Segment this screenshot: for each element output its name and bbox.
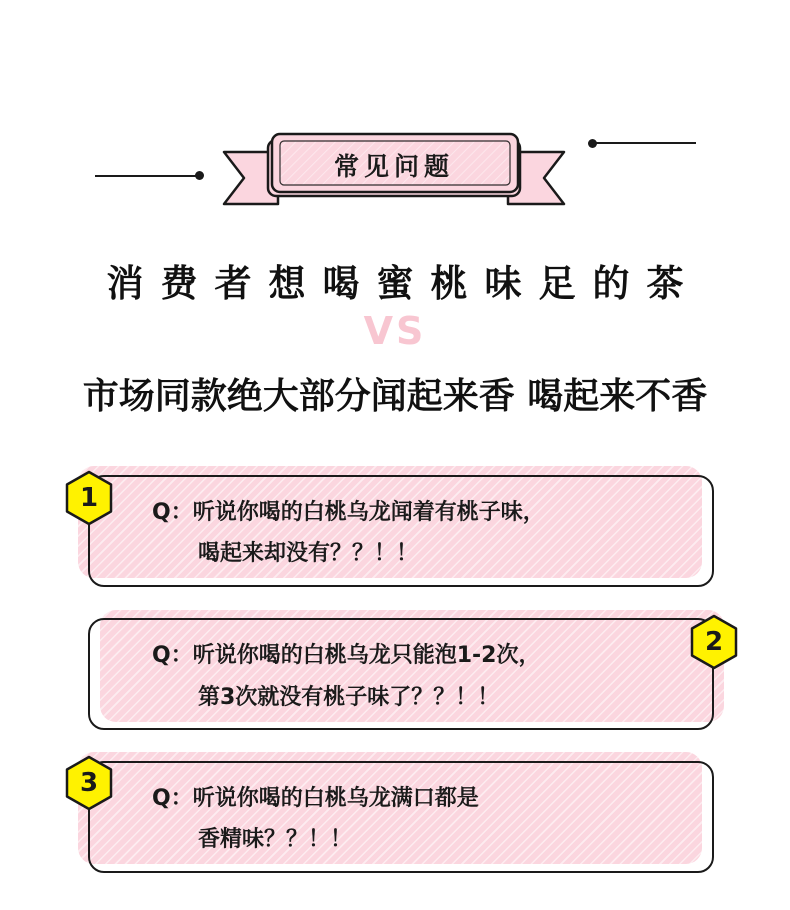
question-1-line-1: Q：听说你喝的白桃乌龙闻着有桃子味， xyxy=(152,500,545,525)
left-deco-line xyxy=(95,175,199,177)
number-badge-1 xyxy=(64,470,114,526)
left-deco-dot xyxy=(195,171,204,180)
question-card-1 xyxy=(88,475,714,587)
question-card-3 xyxy=(88,761,714,873)
question-3-line-1: Q：听说你喝的白桃乌龙满口都是 xyxy=(152,786,479,811)
banner-title: 常见问题 xyxy=(333,152,454,181)
number-badge-2-label: 2 xyxy=(704,627,724,657)
question-2-line-2: 第3次就没有桃子味了？？！！ xyxy=(198,685,500,710)
question-3-line-2: 香精味？？！！ xyxy=(198,827,353,852)
question-card-2 xyxy=(88,618,714,730)
headline-consumer-want: 消费者想喝蜜桃味足的茶 xyxy=(106,262,701,305)
headline-market-reality: 市场同款绝大部分闻起来香 喝起来不香 xyxy=(82,376,708,417)
number-badge-2 xyxy=(689,614,739,670)
vs-label: VS xyxy=(363,309,427,353)
number-badge-3 xyxy=(64,755,114,811)
question-1-line-2: 喝起来却没有？？！！ xyxy=(198,541,419,566)
question-2-line-1: Q：听说你喝的白桃乌龙只能泡1-2次， xyxy=(152,643,541,668)
right-deco-line xyxy=(592,142,696,144)
number-badge-1-label: 1 xyxy=(79,483,99,513)
number-badge-3-label: 3 xyxy=(79,768,99,798)
